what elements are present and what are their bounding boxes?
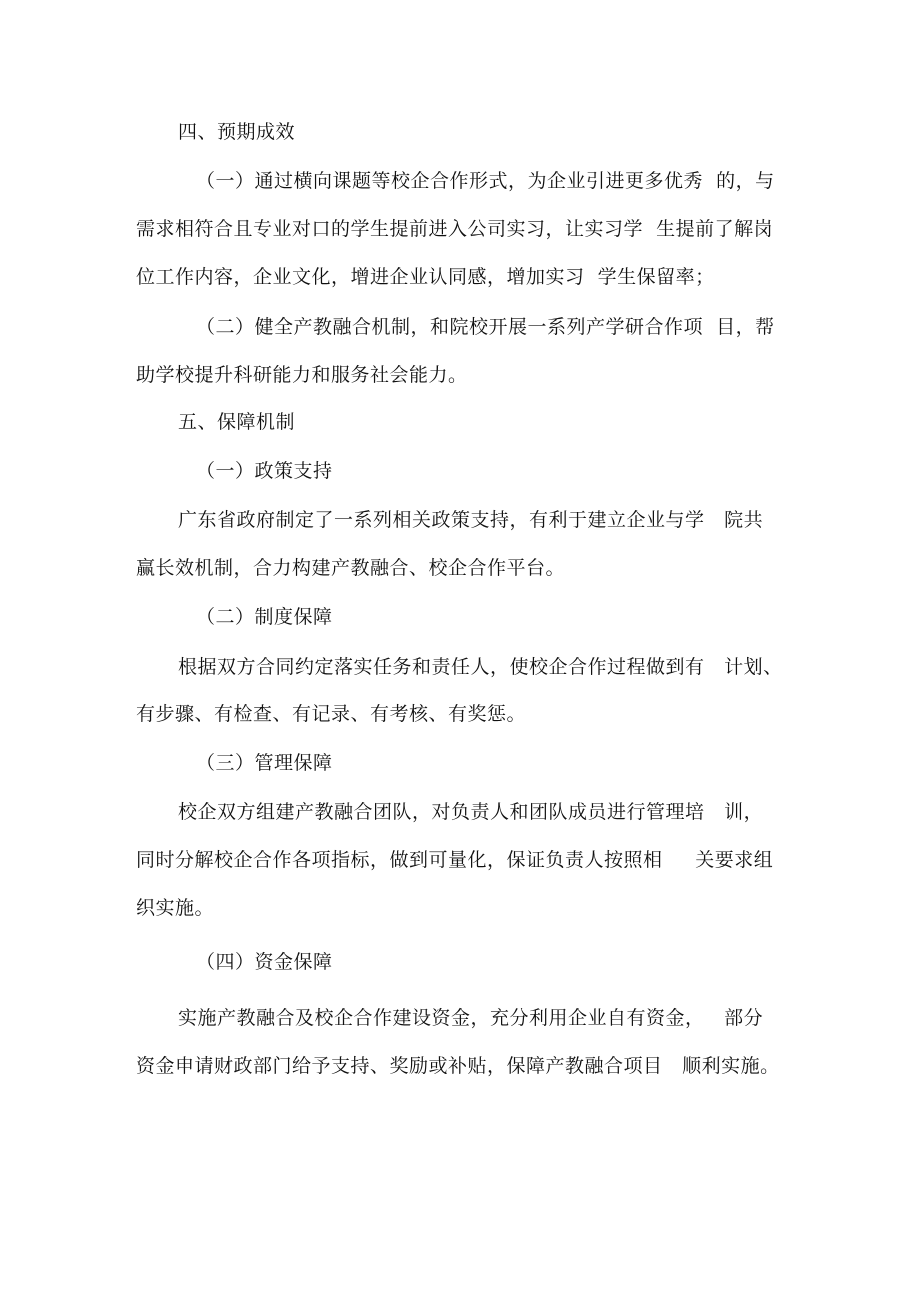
section-heading-guarantee-mechanism: 五、保障机制 [178, 411, 296, 433]
paragraph-line: 需求相符合且专业对口的学生提前进入公司实习，让实习学 生提前了解岗 [136, 218, 774, 240]
paragraph-line: 校企双方组建产教融合团队，对负责人和团队成员进行管理培 训， [178, 801, 764, 823]
paragraph-line: 广东省政府制定了一系列相关政策支持，有利于建立企业与学 院共 [178, 509, 764, 531]
paragraph-line: 资金申请财政部门给予支持、奖励或补贴，保障产教融合项目 顺利实施。 [136, 1055, 780, 1077]
paragraph-line: 位工作内容，企业文化，增进企业认同感，增加实习 学生保留率； [136, 266, 715, 288]
section-heading-expected-results: 四、预期成效 [178, 121, 296, 143]
paragraph-line: 根据双方合同约定落实任务和责任人，使校企合作过程做到有 计划、 [178, 656, 783, 678]
paragraph-line: （二）健全产教融合机制，和院校开展一系列产学研合作项 目，帮 [196, 316, 775, 338]
paragraph-line: 同时分解校企合作各项指标，做到可量化，保证负责人按照相 关要求组 [136, 849, 774, 871]
paragraph-line: 有步骤、有检查、有记录、有考核、有奖惩。 [136, 703, 527, 725]
paragraph-line: 实施产教融合及校企合作建设资金，充分利用企业自有资金， 部分 [178, 1007, 764, 1029]
subsection-title-policy-support: （一）政策支持 [196, 460, 333, 482]
subsection-title-funding-guarantee: （四）资金保障 [196, 951, 333, 973]
paragraph-line: 赢长效机制，合力构建产教融合、校企合作平台。 [136, 557, 566, 579]
paragraph-line: 助学校提升科研能力和服务社会能力。 [136, 364, 468, 386]
paragraph-line: 织实施。 [136, 897, 215, 919]
subsection-title-management-guarantee: （三）管理保障 [196, 752, 333, 774]
paragraph-line: （一）通过横向课题等校企合作形式，为企业引进更多优秀 的，与 [196, 170, 775, 192]
subsection-title-system-guarantee: （二）制度保障 [196, 606, 333, 628]
